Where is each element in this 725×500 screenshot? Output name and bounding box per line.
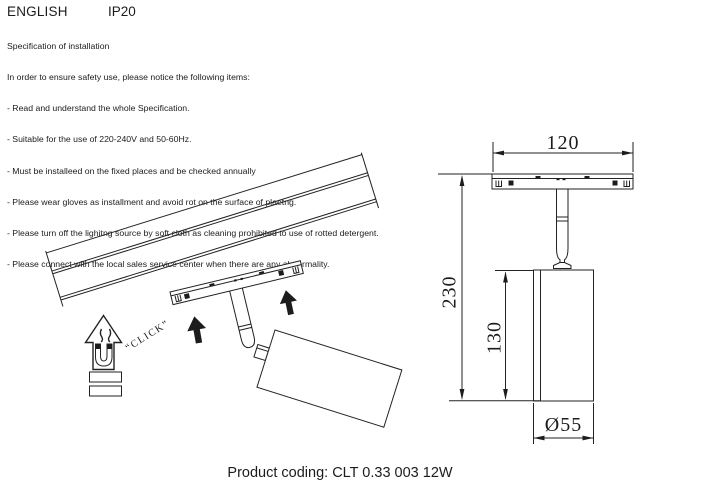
fixture-stem	[554, 189, 572, 269]
push-up-arrow-icon	[185, 315, 208, 345]
spec-intro: In order to ensure safety use, please notice the following items:	[7, 72, 250, 83]
track-light-fixture	[170, 261, 402, 427]
dimension-total-height	[438, 174, 540, 401]
total-height-dim-label: 230	[438, 275, 461, 309]
dimension-drawing	[433, 128, 725, 450]
stem-base-flare	[554, 263, 572, 269]
language-label: ENGLISH	[7, 4, 68, 19]
body-height-dim-label: 130	[483, 321, 506, 354]
diameter-dim-label: Ø55	[544, 414, 583, 436]
dimension-body-height	[484, 271, 534, 401]
spec-item: - Suitable for the use of 220-240V and 50-60Hz.	[7, 134, 192, 145]
width-dim-label: 120	[546, 132, 580, 154]
spec-item: - Must be installeed on the fixed places and be checked annually	[7, 165, 256, 176]
dim-arrowhead	[534, 436, 545, 441]
adapter-bar	[492, 174, 633, 189]
magnet-pole	[96, 344, 101, 350]
dim-arrowhead	[493, 151, 504, 156]
dim-arrowhead	[503, 272, 508, 283]
track-rail-line	[52, 173, 368, 271]
track-end-cap	[361, 153, 378, 208]
lamp-head	[246, 326, 402, 427]
magnet-bar	[90, 386, 122, 396]
lamp-body	[534, 270, 594, 401]
ip-rating-label: IP20	[108, 4, 136, 19]
spec-item: - Please turn off the lighitng source by soft cloth as cleaning prohibited to use of rotted detergent.	[7, 228, 379, 239]
dim-arrowhead	[583, 436, 594, 441]
dimension-width	[493, 132, 633, 172]
dimension-diameter	[534, 403, 594, 444]
dim-arrowhead	[503, 389, 508, 400]
push-up-arrow-icon	[277, 288, 299, 316]
spec-item: - Read and understand the whole Specification.	[7, 103, 190, 114]
magnet-pole	[107, 344, 112, 350]
track-end-cap	[46, 251, 63, 306]
product-coding: Product coding: CLT 0.33 003 12W	[227, 465, 453, 481]
track-edge-line	[46, 155, 362, 253]
click-label: “CLICK”	[123, 318, 172, 354]
spec-title: Specification of installation	[7, 40, 110, 51]
magnet-attach-arrow-icon	[86, 316, 122, 397]
installation-diagram	[35, 140, 415, 440]
dim-arrowhead	[460, 389, 465, 400]
fixture-stem	[229, 286, 256, 349]
dim-arrowhead	[460, 175, 465, 186]
magnet-pad	[613, 181, 618, 186]
lamp-head-body	[257, 330, 402, 427]
dim-arrowhead	[622, 151, 633, 156]
spec-item: - Please connect with the local sales service center when there are any abnormality.	[7, 259, 330, 270]
spec-item: - Please wear gloves as installment and avoid rot on the surface of plaetng.	[7, 196, 297, 207]
magnet-bar	[90, 372, 122, 382]
track-rail-line	[53, 175, 369, 273]
magnet-pad	[509, 181, 514, 186]
